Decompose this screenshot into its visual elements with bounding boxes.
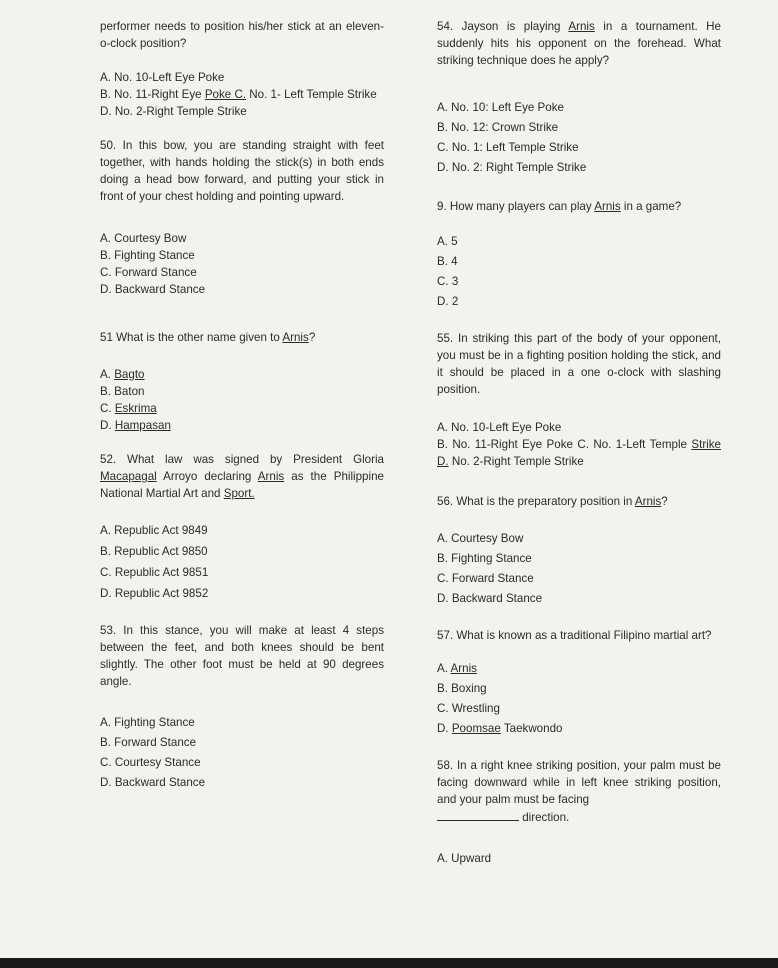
q56-part1: 56. What is the preparatory position in <box>437 495 635 508</box>
q55-option-b-suffix: No. 2-Right Temple Strike <box>448 455 584 468</box>
q54-options <box>437 99 721 176</box>
q9-part1: 9. How many players can play <box>437 200 595 213</box>
q56-options <box>437 530 721 607</box>
q51-option-a <box>100 366 384 383</box>
q50-question: 50. In this bow, you are standing straight with feet together, with hands holding the stick(s) in both ends doing a head bow forward, and putting your stick in front of your chest holding and pointing upward. <box>100 139 384 203</box>
q51-arnis: Arnis <box>282 331 309 344</box>
q52-macapagal: Macapagal <box>100 470 157 483</box>
q56-option-b: B. Fighting Stance <box>437 552 532 565</box>
q57-a-word: Arnis <box>450 662 477 675</box>
q55-question: 55. In striking this part of the body of your opponent, you must be in a fighting position holding the stick, and it should be placed in a one o-clock with slashing position. <box>437 332 721 396</box>
q52-option-d: D. Republic Act 9852 <box>100 587 209 600</box>
q49-option-a: A. No. 10-Left Eye Poke <box>100 71 225 84</box>
q53-option-b: B. Forward Stance <box>100 736 197 749</box>
q9-option-c: C. 3 <box>437 275 459 288</box>
q49-question-tail: performer needs to position his/her stick at an eleven-o-clock position? <box>100 20 384 50</box>
q57-option-b: B. Boxing <box>437 682 487 695</box>
q58-tail: direction. <box>519 811 570 824</box>
q51-options <box>100 366 384 434</box>
q51-prefix: 51 What is the other name given to <box>100 331 283 344</box>
q52-sport: Sport. <box>223 487 255 500</box>
q49-option-b-c <box>100 86 384 103</box>
q50-options <box>100 230 384 298</box>
q9-options <box>437 233 721 310</box>
left-column <box>100 18 384 791</box>
q55-option-a: A. No. 10-Left Eye Poke <box>437 421 562 434</box>
q54-option-d: D. No. 2: Right Temple Strike <box>437 161 587 174</box>
q50-option-d: D. Backward Stance <box>100 283 206 296</box>
q51-a-word: Bagto <box>114 368 145 381</box>
q9-option-b: B. 4 <box>437 255 458 268</box>
q57-d-suffix: Taekwondo <box>500 722 563 735</box>
q50-option-b: B. Fighting Stance <box>100 249 195 262</box>
q58-option-a: A. Upward <box>437 852 492 865</box>
q49-option-b-prefix: B. No. 11-Right Eye <box>100 88 205 101</box>
q52-options <box>100 522 384 602</box>
q52-arnis: Arnis <box>257 470 285 483</box>
q49-option-b-poke: Poke C. <box>204 88 247 101</box>
q55-options <box>437 419 721 470</box>
q54-part1: 54. Jayson is playing <box>437 20 569 33</box>
q56-option-d: D. Backward Stance <box>437 592 543 605</box>
q51-option-c <box>100 400 384 417</box>
q54-arnis: Arnis <box>568 20 595 33</box>
q51-question <box>100 329 384 346</box>
q57-question: 57. What is known as a traditional Filipino martial art? <box>437 629 712 642</box>
q9-arnis: Arnis <box>594 200 621 213</box>
q9-option-d: D. 2 <box>437 295 459 308</box>
q51-option-d <box>100 417 384 434</box>
q57-option-d <box>437 720 721 737</box>
q52-part1: 52. What law was signed by President Gloria <box>100 453 384 466</box>
q56-option-c: C. Forward Stance <box>437 572 534 585</box>
q51-d-word: Hampasan <box>114 419 171 432</box>
q57-a-prefix: A. <box>437 662 451 675</box>
q52-option-b: B. Republic Act 9850 <box>100 545 208 558</box>
q54-option-a: A. No. 10: Left Eye Poke <box>437 101 564 114</box>
q51-c-prefix: C. <box>100 402 115 415</box>
q51-a-prefix: A. <box>100 368 115 381</box>
q53-option-c: C. Courtesy Stance <box>100 756 201 769</box>
q9-question <box>437 198 721 215</box>
q55-option-b: B. No. 11-Right Eye Poke C. No. 1-Left Temple <box>437 438 692 451</box>
q53-option-d: D. Backward Stance <box>100 776 206 789</box>
q9-part2: in a game? <box>620 200 682 213</box>
q51-d-prefix: D. <box>100 419 115 432</box>
q52-option-a: A. Republic Act 9849 <box>100 524 208 537</box>
q53-option-a: A. Fighting Stance <box>100 716 195 729</box>
bottom-dark-bar <box>0 958 778 968</box>
q51-c-word: Eskrima <box>114 402 157 415</box>
q55-option-b-c-d <box>437 436 721 470</box>
q50-option-a: A. Courtesy Bow <box>100 232 187 245</box>
q54-question <box>437 18 721 69</box>
q56-question <box>437 493 721 510</box>
q50-option-c: C. Forward Stance <box>100 266 197 279</box>
q49-option-d: D. No. 2-Right Temple Strike <box>100 105 247 118</box>
q54-option-b: B. No. 12: Crown Strike <box>437 121 559 134</box>
q56-option-a: A. Courtesy Bow <box>437 532 524 545</box>
q54-part2: in a tournament. He suddenly hits his opponent on the forehead. What striking technique does he apply? <box>437 20 721 67</box>
q53-options <box>100 714 384 791</box>
q51-option-b: B. Baton <box>100 385 145 398</box>
q58-text: 58. In a right knee striking position, your palm must be facing downward while in left knee striking position, and your palm must be facing <box>437 759 721 806</box>
q56-part2: ? <box>661 495 668 508</box>
q56-arnis: Arnis <box>634 495 662 508</box>
q57-d-prefix: D. <box>437 722 452 735</box>
q54-option-c: C. No. 1: Left Temple Strike <box>437 141 579 154</box>
q58-question <box>437 757 721 808</box>
q49-option-b-suffix: No. 1- Left Temple Strike <box>246 88 377 101</box>
q53-question: 53. In this stance, you will make at least 4 steps between the feet, and both knees should be bent slightly. The other foot must be held at 90 degrees angle. <box>100 624 384 688</box>
q52-option-c: C. Republic Act 9851 <box>100 566 209 579</box>
q52-part2: Arroyo declaring <box>156 470 258 483</box>
q57-options <box>437 660 721 737</box>
q57-d-word: Poomsae <box>451 722 501 735</box>
q51-suffix: ? <box>308 331 316 344</box>
q9-option-a: A. 5 <box>437 235 458 248</box>
q57-option-c: C. Wrestling <box>437 702 500 715</box>
q52-part3: as the Philippine National Martial Art and <box>100 470 384 500</box>
q52-question <box>100 451 384 502</box>
q57-option-a <box>437 660 721 677</box>
q58-blank-line <box>437 808 721 826</box>
answer-blank <box>437 808 519 821</box>
q55-option-b-strike: Strike D. <box>437 438 721 468</box>
q49-options <box>100 69 384 120</box>
right-column <box>437 18 721 867</box>
